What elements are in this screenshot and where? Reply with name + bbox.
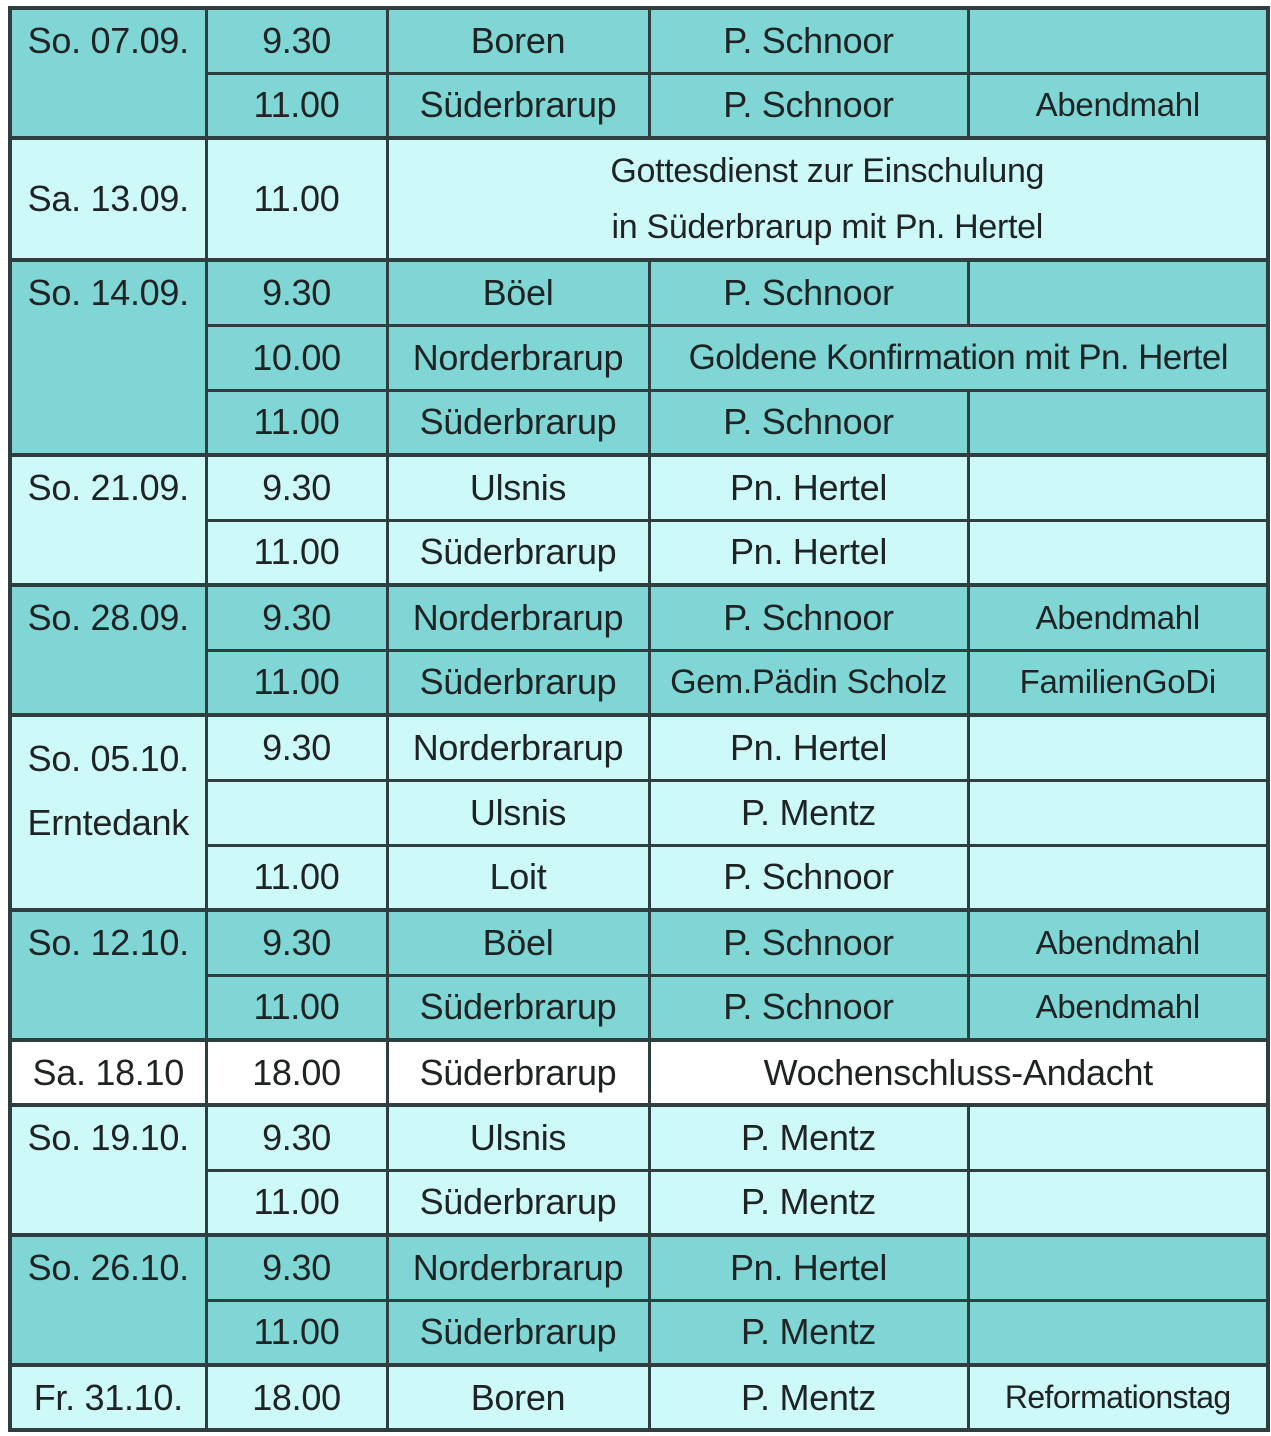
merged-description-cell: Wochenschluss-Andacht <box>649 1040 1268 1105</box>
service-schedule-table <box>8 6 1270 1432</box>
note-cell <box>968 520 1268 585</box>
pastor-cell: P. Schnoor <box>649 910 968 975</box>
note-cell <box>968 715 1268 780</box>
time-cell: 9.30 <box>206 910 387 975</box>
pastor-cell: P. Schnoor <box>649 975 968 1040</box>
time-cell: 9.30 <box>206 8 387 73</box>
place-cell: Böel <box>387 910 649 975</box>
time-cell: 11.00 <box>206 1300 387 1365</box>
date-label: So. 05.10. <box>27 738 189 779</box>
time-cell <box>206 780 387 845</box>
time-cell: 11.00 <box>206 1170 387 1235</box>
date-label: Sa. 18.10 <box>32 1051 184 1093</box>
place-cell: Süderbrarup <box>387 1300 649 1365</box>
date-cell <box>10 455 206 585</box>
merged-description-cell <box>387 138 1268 260</box>
pastor-cell: P. Mentz <box>649 1365 968 1430</box>
date-cell <box>10 1040 206 1105</box>
table-row <box>10 1365 1268 1430</box>
place-cell: Böel <box>387 260 649 325</box>
place-cell: Süderbrarup <box>387 1040 649 1105</box>
place-cell: Ulsnis <box>387 780 649 845</box>
description-line-1: Gottesdienst zur Einschulung <box>610 152 1045 190</box>
place-cell: Norderbrarup <box>387 585 649 650</box>
date-cell <box>10 8 206 138</box>
date-cell <box>10 585 206 715</box>
date-cell <box>10 715 206 910</box>
place-cell: Süderbrarup <box>387 390 649 455</box>
table-row <box>10 910 1268 975</box>
pastor-cell: P. Schnoor <box>649 390 968 455</box>
place-cell: Süderbrarup <box>387 975 649 1040</box>
place-cell: Süderbrarup <box>387 1170 649 1235</box>
place-cell: Boren <box>387 1365 649 1430</box>
time-cell: 11.00 <box>206 390 387 455</box>
note-cell <box>968 1235 1268 1300</box>
place-cell: Norderbrarup <box>387 1235 649 1300</box>
table-row <box>10 8 1268 73</box>
table-row <box>10 1235 1268 1300</box>
note-cell <box>968 260 1268 325</box>
place-cell: Süderbrarup <box>387 520 649 585</box>
pastor-cell: Gem.Pädin Scholz <box>649 650 968 715</box>
pastor-cell: Pn. Hertel <box>649 715 968 780</box>
note-cell <box>968 780 1268 845</box>
note-cell: Reformationstag <box>968 1365 1268 1430</box>
date-label: So. 26.10. <box>27 1247 189 1288</box>
place-cell: Boren <box>387 8 649 73</box>
note-cell <box>968 845 1268 910</box>
place-cell: Norderbrarup <box>387 715 649 780</box>
time-cell: 11.00 <box>206 520 387 585</box>
note-cell: Abendmahl <box>968 910 1268 975</box>
pastor-cell: P. Mentz <box>649 1170 968 1235</box>
time-cell: 11.00 <box>206 975 387 1040</box>
time-cell: 9.30 <box>206 1235 387 1300</box>
note-cell: Abendmahl <box>968 73 1268 138</box>
pastor-cell: P. Schnoor <box>649 585 968 650</box>
note-cell: Abendmahl <box>968 585 1268 650</box>
place-cell: Norderbrarup <box>387 325 649 390</box>
pastor-cell: P. Schnoor <box>649 73 968 138</box>
place-cell: Ulsnis <box>387 1105 649 1170</box>
pastor-cell: P. Mentz <box>649 1105 968 1170</box>
pastor-cell: P. Schnoor <box>649 260 968 325</box>
note-cell <box>968 455 1268 520</box>
note-cell: Abendmahl <box>968 975 1268 1040</box>
time-cell: 11.00 <box>206 73 387 138</box>
place-cell: Süderbrarup <box>387 73 649 138</box>
time-cell: 9.30 <box>206 715 387 780</box>
date-cell <box>10 1105 206 1235</box>
time-cell: 11.00 <box>206 138 387 260</box>
time-cell: 11.00 <box>206 845 387 910</box>
note-cell: FamilienGoDi <box>968 650 1268 715</box>
date-label: So. 12.10. <box>27 922 189 963</box>
merged-description-cell: Goldene Konfirmation mit Pn. Hertel <box>649 325 1268 390</box>
time-cell: 18.00 <box>206 1365 387 1430</box>
note-cell <box>968 390 1268 455</box>
time-cell: 9.30 <box>206 1105 387 1170</box>
time-cell: 18.00 <box>206 1040 387 1105</box>
pastor-cell: P. Mentz <box>649 780 968 845</box>
pastor-cell: P. Schnoor <box>649 845 968 910</box>
place-cell: Süderbrarup <box>387 650 649 715</box>
place-cell: Ulsnis <box>387 455 649 520</box>
time-cell: 9.30 <box>206 455 387 520</box>
date-label: Fr. 31.10. <box>33 1376 183 1418</box>
date-label: So. 19.10. <box>27 1117 189 1158</box>
date-label: Sa. 13.09. <box>27 178 189 219</box>
date-cell <box>10 138 206 260</box>
date-cell <box>10 910 206 1040</box>
note-cell <box>968 1300 1268 1365</box>
table-row <box>10 455 1268 520</box>
table-row <box>10 1105 1268 1170</box>
note-cell <box>968 1170 1268 1235</box>
table-row <box>10 715 1268 780</box>
time-cell: 10.00 <box>206 325 387 390</box>
table-row <box>10 585 1268 650</box>
time-cell: 9.30 <box>206 585 387 650</box>
pastor-cell: P. Mentz <box>649 1300 968 1365</box>
time-cell: 11.00 <box>206 650 387 715</box>
pastor-cell: Pn. Hertel <box>649 520 968 585</box>
date-label: So. 07.09. <box>27 20 189 61</box>
note-cell <box>968 8 1268 73</box>
date-cell <box>10 1235 206 1365</box>
time-cell: 9.30 <box>206 260 387 325</box>
note-cell <box>968 1105 1268 1170</box>
date-cell <box>10 260 206 455</box>
table-row <box>10 1040 1268 1105</box>
table-row <box>10 138 1268 260</box>
date-label: So. 21.09. <box>27 467 189 508</box>
date-label: So. 14.09. <box>27 272 189 313</box>
place-cell: Loit <box>387 845 649 910</box>
pastor-cell: Pn. Hertel <box>649 455 968 520</box>
date-label: So. 28.09. <box>27 597 189 638</box>
table-row <box>10 260 1268 325</box>
pastor-cell: Pn. Hertel <box>649 1235 968 1300</box>
occasion-label: Erntedank <box>27 802 189 843</box>
pastor-cell: P. Schnoor <box>649 8 968 73</box>
description-line-2: in Süderbrarup mit Pn. Hertel <box>611 208 1044 246</box>
date-cell <box>10 1365 206 1430</box>
